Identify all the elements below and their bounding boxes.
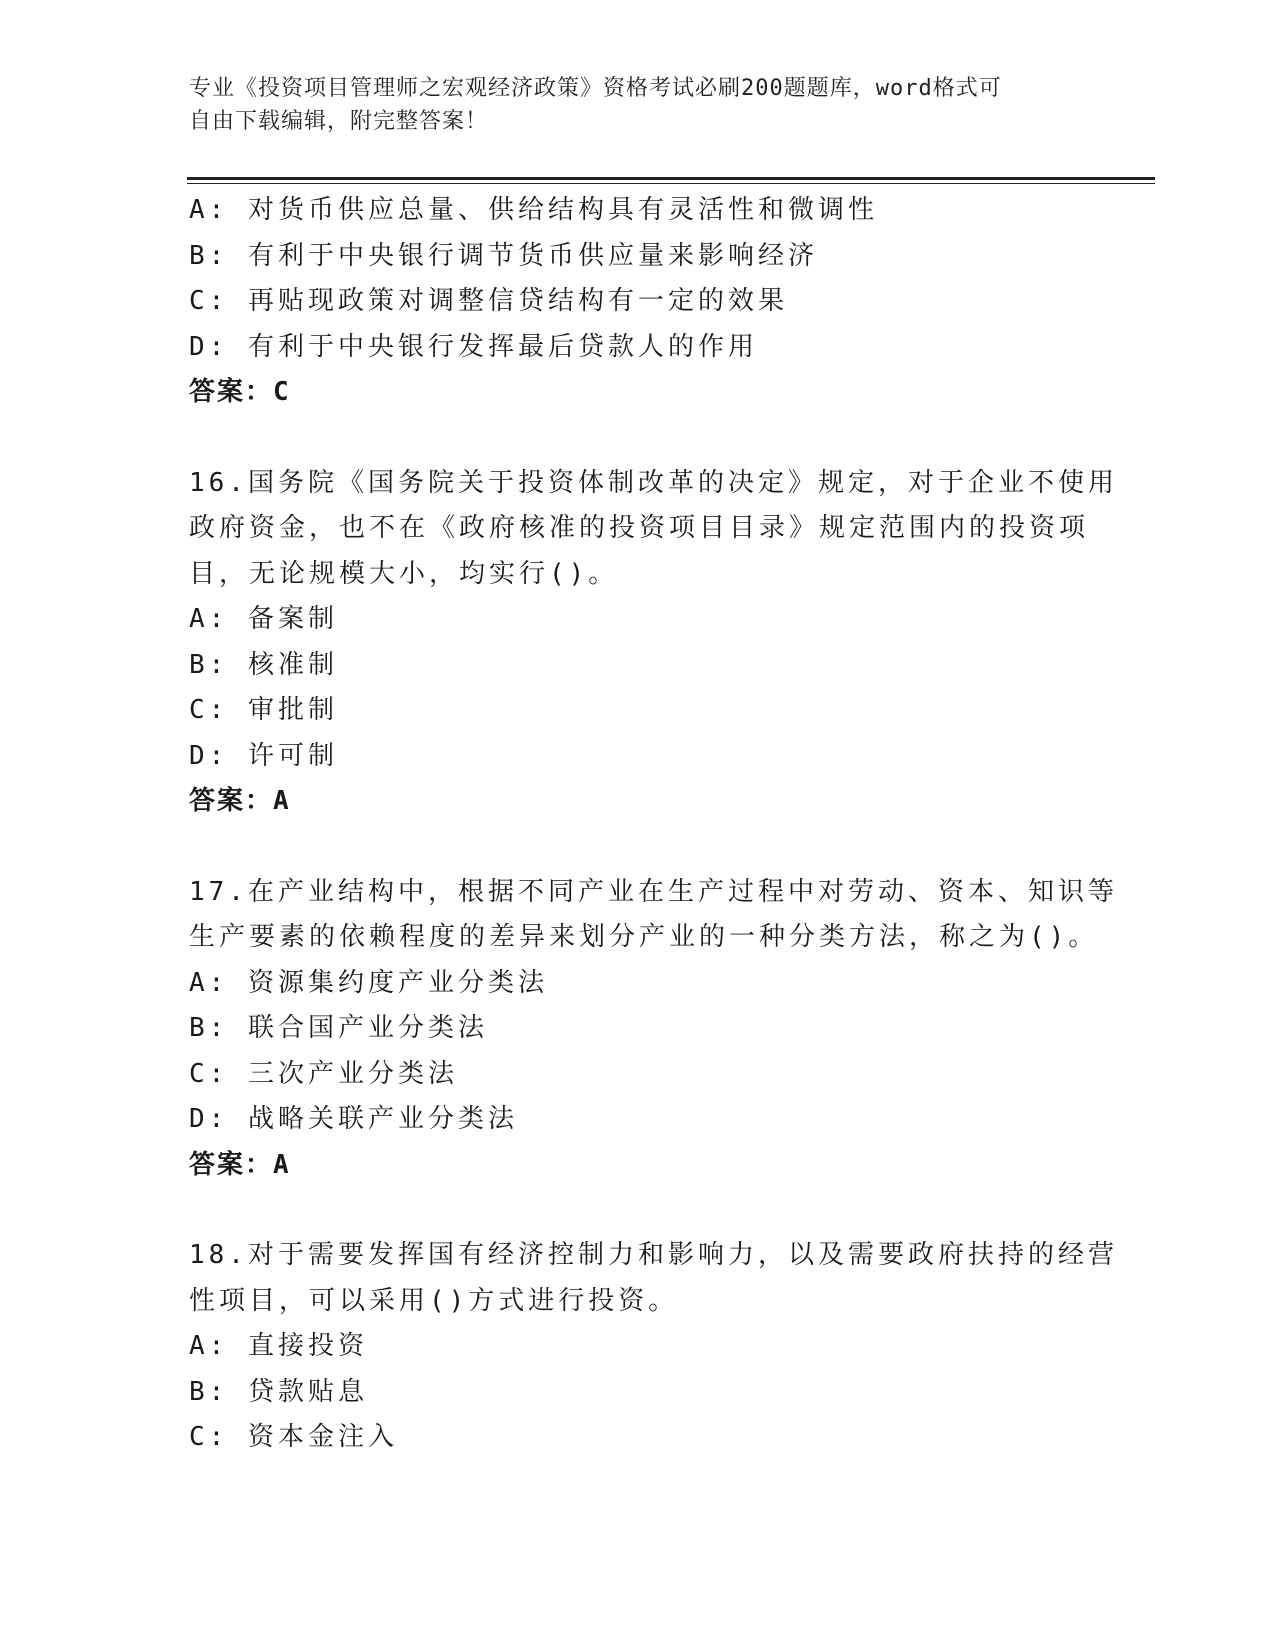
option-a: A: 资源集约度产业分类法 [189,967,548,998]
answer: 答案：A [189,1149,291,1180]
header-rule-thin [187,183,1155,184]
header-line-1: 专业《投资项目管理师之宏观经济政策》资格考试必刷200题题库，word格式可 [189,76,1002,101]
question-text-line: 16.国务院《国务院关于投资体制改革的决定》规定，对于企业不使用 [189,467,1118,498]
option-b: B: 贷款贴息 [189,1376,368,1407]
option-d: D: 有利于中央银行发挥最后贷款人的作用 [189,331,758,362]
question-content [189,188,1118,1461]
spacer [189,825,1089,870]
answer: 答案：A [189,786,291,816]
question-text-line: 政府资金，也不在《政府核准的投资项目目录》规定范围内的投资项 [189,513,1090,543]
option-c: C: 资本金注入 [189,1422,398,1452]
option-c: C: 三次产业分类法 [189,1058,458,1089]
option-b: B: 核准制 [189,649,338,680]
question-16 [189,461,1118,825]
option-c: C: 再贴现政策对调整信贷结构有一定的效果 [189,286,788,316]
header-rule-thick [187,177,1155,180]
option-b: B: 有利于中央银行调节货币供应量来影响经济 [189,240,818,271]
answer: 答案：C [189,377,291,407]
question-text-line: 18.对于需要发挥国有经济控制力和影响力，以及需要政府扶持的经营 [189,1240,1118,1270]
question-15-tail [189,188,1089,416]
question-text-line: 生产要素的依赖程度的差异来划分产业的一种分类方法，称之为()。 [189,922,1099,952]
question-text-line: 性项目，可以采用()方式进行投资。 [189,1285,679,1316]
spacer [189,416,1089,461]
option-c: C: 审批制 [189,695,338,725]
option-a: A: 备案制 [189,604,338,634]
question-text-line: 目，无论规模大小，均实行()。 [189,558,619,589]
option-d: D: 许可制 [189,740,338,771]
option-a: A: 对货币供应总量、供给结构具有灵活性和微调性 [189,195,878,225]
question-17 [189,870,1118,1189]
question-text-line: 17.在产业结构中，根据不同产业在生产过程中对劳动、资本、知识等 [189,876,1118,907]
option-b: B: 联合国产业分类法 [189,1013,488,1043]
header-line-2: 自由下载编辑，附完整答案！ [189,109,489,134]
document-header [189,72,1089,138]
option-d: D: 战略关联产业分类法 [189,1104,518,1134]
option-a: A: 直接投资 [189,1331,368,1361]
spacer [189,1188,1089,1233]
question-18 [189,1233,1118,1461]
